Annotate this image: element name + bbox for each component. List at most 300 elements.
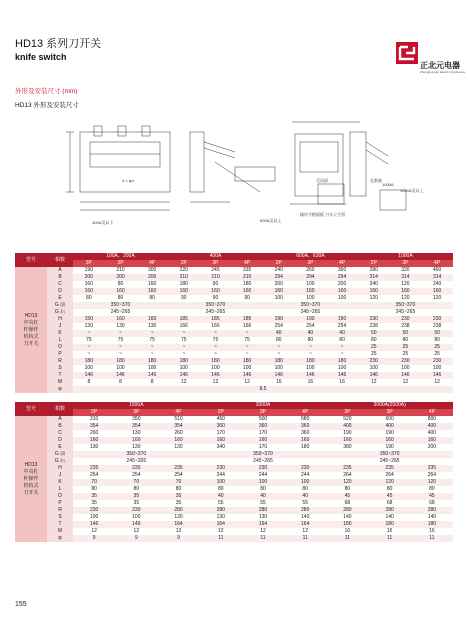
table-cell: 16 bbox=[307, 379, 314, 385]
table-cell: 40 bbox=[295, 330, 327, 337]
table-row-label: G 前 bbox=[47, 302, 73, 309]
table-cell: 100 bbox=[401, 365, 410, 371]
table-cell: 80 bbox=[370, 337, 377, 343]
table-cell: 280 bbox=[200, 507, 242, 514]
table-row-label: E bbox=[47, 295, 73, 302]
table-cell-span: 245~265 bbox=[205, 309, 226, 315]
table-cell: 130 bbox=[174, 444, 183, 450]
table-cell: 280 bbox=[369, 267, 378, 273]
table-cell: 164 bbox=[242, 521, 284, 528]
drawing-label-f: 孔数量 bbox=[370, 178, 382, 183]
table-cell: 146 bbox=[168, 372, 200, 379]
table-model-header: 型号 bbox=[15, 402, 47, 416]
table-cell: 11 bbox=[411, 535, 453, 542]
table-cell: 180 bbox=[231, 358, 263, 365]
table-cell: 160 bbox=[200, 437, 242, 444]
table-cell: 166 bbox=[242, 323, 252, 329]
table-cell: 160 bbox=[231, 288, 263, 295]
table-row-label: D bbox=[47, 437, 73, 444]
table-cell: 200 bbox=[73, 274, 105, 281]
table-cell: 80 bbox=[91, 486, 97, 492]
table-cell: 350 bbox=[132, 416, 141, 422]
table-cell: 230 bbox=[200, 465, 242, 472]
table-cell: 235 bbox=[115, 465, 157, 472]
table-cell: 294 bbox=[326, 274, 358, 281]
table-phase-header: 3P bbox=[295, 260, 327, 267]
drawing-label-c: 操作手柄面板 刀头尺寸图 bbox=[300, 212, 346, 217]
table-phase-header: 4P bbox=[231, 260, 263, 267]
table-cell: 11 bbox=[369, 535, 411, 542]
table-cell: 260 bbox=[306, 267, 315, 273]
table-cell: ~ bbox=[73, 344, 105, 351]
table-cell: 200 bbox=[274, 281, 283, 287]
table-cell: 100 bbox=[369, 365, 378, 371]
table-cell: 16 bbox=[339, 379, 345, 385]
table-cell: 460 bbox=[432, 267, 442, 273]
table-cell: 146 bbox=[200, 372, 232, 379]
table-cell: 8 bbox=[87, 379, 91, 385]
table-cell: 12 bbox=[434, 379, 440, 385]
table-cell: 100 bbox=[211, 365, 220, 371]
table-cell: 100 bbox=[179, 365, 188, 371]
table-cell: 35 bbox=[157, 493, 199, 500]
table-cell: 160 bbox=[105, 316, 137, 323]
table-row-label: S bbox=[47, 514, 73, 521]
table-cell: ~ bbox=[168, 344, 200, 351]
table-cell: 25 bbox=[434, 351, 440, 357]
table-row-label: R bbox=[47, 507, 73, 514]
table-row-label: B bbox=[47, 274, 73, 281]
table-cell: 360 bbox=[200, 423, 242, 430]
table-phase-header: 2P bbox=[168, 260, 200, 267]
table-cell: 12 bbox=[212, 379, 219, 385]
table-row-label: A bbox=[47, 416, 73, 423]
table-cell: 280 bbox=[157, 507, 199, 514]
table-cell: 50 bbox=[358, 330, 390, 337]
table-cell: 90 bbox=[244, 295, 250, 301]
table-cell: 146 bbox=[263, 372, 295, 379]
table-cell: 170 bbox=[216, 430, 225, 436]
table-cell: 25 bbox=[370, 351, 377, 357]
table-cell: 230 bbox=[390, 358, 422, 365]
table-row-label: M bbox=[47, 379, 73, 386]
table-cell: 180 bbox=[179, 281, 188, 287]
table-cell: 11 bbox=[326, 535, 368, 542]
table-cell: 190 bbox=[326, 316, 358, 323]
table-cell: ~ bbox=[231, 330, 263, 337]
table-cell: 130 bbox=[147, 323, 157, 329]
drawing-label-a: 400A及以下 bbox=[92, 220, 114, 225]
table-cell: 150 bbox=[73, 316, 105, 323]
table-row-label: C bbox=[47, 281, 73, 288]
table-phase-header: 4P bbox=[136, 260, 168, 267]
table-cell: 45 bbox=[411, 493, 453, 500]
table-cell: 500 bbox=[258, 416, 268, 422]
table-cell: 90 bbox=[181, 295, 187, 301]
table-cell: 25 bbox=[421, 344, 453, 351]
table-model-label: HD13 中央杠 杆操作 机构式 刀开关 bbox=[15, 416, 47, 542]
table-cell: 300 bbox=[147, 267, 157, 273]
table-cell: 200 bbox=[337, 281, 347, 287]
table-row-label: φ bbox=[47, 535, 73, 542]
table-phase-header: 2P bbox=[358, 260, 390, 267]
table-cell: 80 bbox=[86, 295, 92, 301]
table-cell-span: 350~370 bbox=[168, 302, 263, 309]
table-cell: ~ bbox=[326, 344, 358, 351]
table-cell: 280 bbox=[284, 507, 326, 514]
table-cell: 400 bbox=[411, 423, 453, 430]
table-cell: 320 bbox=[401, 267, 410, 273]
table-cell: 100 bbox=[147, 365, 157, 371]
table-group-header: 600A、630A bbox=[263, 253, 358, 260]
table-cell: 180 bbox=[73, 358, 105, 365]
table-row-label: R bbox=[47, 358, 73, 365]
table-cell: 235 bbox=[326, 465, 368, 472]
table-cell: 146 bbox=[326, 372, 358, 379]
table-row-label: E bbox=[47, 444, 73, 451]
section-heading: 外形及安装尺寸 (mm) bbox=[15, 88, 78, 95]
table-cell: 146 bbox=[295, 372, 327, 379]
table-cell: 160 bbox=[157, 437, 199, 444]
table-cell: 100 bbox=[84, 365, 93, 371]
table-cell: 11 bbox=[200, 535, 242, 542]
table-cell: 164 bbox=[200, 521, 242, 528]
table-cell: 120 bbox=[369, 295, 378, 301]
table-cell: 160 bbox=[369, 437, 411, 444]
table-cell: 45 bbox=[326, 493, 368, 500]
table-cell: 16 bbox=[344, 528, 351, 534]
table-cell: 130 bbox=[258, 514, 268, 520]
table-cell: ~ bbox=[340, 351, 344, 357]
table-cell: 100 bbox=[132, 514, 141, 520]
table-cell: 8 bbox=[150, 379, 154, 385]
table-cell: 190 bbox=[385, 430, 394, 436]
drawing-label-e: 1000A bbox=[382, 182, 394, 187]
table-cell: 130 bbox=[174, 514, 183, 520]
table-cell: ~ bbox=[200, 344, 232, 351]
table-cell-span: 350~370 bbox=[73, 302, 168, 309]
table-cell: 80 bbox=[339, 337, 345, 343]
table-phase-header: 3P bbox=[200, 260, 232, 267]
table-cell: 254 bbox=[274, 323, 283, 329]
table-cell: 12 bbox=[217, 528, 224, 534]
table-cell: 200 bbox=[105, 274, 137, 281]
table-cell: 8 bbox=[119, 379, 122, 385]
table-row-label: M bbox=[47, 528, 73, 535]
table-cell: 120 bbox=[432, 295, 442, 301]
page-number: 155 bbox=[15, 601, 27, 608]
table-cell: 120 bbox=[401, 295, 410, 301]
table-cell: 146 bbox=[231, 372, 263, 379]
table-cell: 45 bbox=[369, 493, 411, 500]
table-cell: 254 bbox=[89, 472, 99, 478]
dimension-drawing bbox=[30, 112, 440, 232]
table-cell: 35 bbox=[91, 500, 97, 506]
table-cell: 230 bbox=[358, 358, 390, 365]
table-cell: 160 bbox=[358, 288, 390, 295]
table-cell: 360 bbox=[337, 267, 347, 273]
table-cell: 80 bbox=[117, 281, 124, 287]
table-cell: 230 bbox=[358, 316, 390, 323]
table-cell: 160 bbox=[326, 437, 368, 444]
table-cell: 170 bbox=[258, 444, 268, 450]
table-cell: 130 bbox=[116, 323, 125, 329]
table-cell: 40 bbox=[284, 493, 326, 500]
table-cell: 244 bbox=[216, 472, 225, 478]
table-cell: 200 bbox=[136, 274, 168, 281]
table-cell-span: 350~370 bbox=[358, 302, 453, 309]
table-cell: 160 bbox=[284, 437, 326, 444]
table-cell: 180 bbox=[411, 521, 453, 528]
table-cell: 238 bbox=[369, 323, 378, 329]
table-cell: ~ bbox=[245, 351, 249, 357]
table-cell: 40 bbox=[200, 493, 242, 500]
table-cell: 160 bbox=[326, 288, 358, 295]
table-cell: 160 bbox=[115, 437, 157, 444]
table-cell: 12 bbox=[370, 379, 377, 385]
table-dim-header: 相数 bbox=[47, 253, 73, 267]
table-cell: 354 bbox=[115, 423, 157, 430]
table-cell: 314 bbox=[390, 274, 422, 281]
table-cell: 230 bbox=[73, 507, 115, 514]
table-cell: 800 bbox=[427, 416, 437, 422]
table-cell: 680 bbox=[301, 416, 310, 422]
table-cell: 146 bbox=[390, 372, 422, 379]
table-cell: 9 bbox=[115, 535, 157, 542]
table-phase-header: 4P bbox=[421, 260, 453, 267]
table-cell: 80 bbox=[434, 337, 440, 343]
brand-name: 正北元电器 bbox=[420, 61, 460, 70]
table-cell: 340 bbox=[216, 444, 225, 450]
table-cell: 180 bbox=[136, 358, 168, 365]
table-cell: 90 bbox=[212, 295, 219, 301]
table-cell: 80 bbox=[386, 486, 393, 492]
table-cell: 16 bbox=[386, 528, 393, 534]
table-row-label: K bbox=[47, 330, 73, 337]
table-cell: ~ bbox=[277, 351, 281, 357]
table-cell: 40 bbox=[326, 330, 358, 337]
table-cell: 210 bbox=[231, 274, 263, 281]
table-row-label: G 前 bbox=[47, 451, 73, 458]
table-cell: 210 bbox=[200, 274, 232, 281]
table-cell: 400 bbox=[369, 423, 411, 430]
table-cell: 230 bbox=[115, 507, 157, 514]
table-cell: 160 bbox=[242, 437, 284, 444]
table-cell: 450 bbox=[216, 416, 225, 422]
table-phase-header: 2P bbox=[73, 409, 115, 416]
table-cell: 90 bbox=[212, 281, 219, 287]
table-cell: 75 bbox=[86, 337, 92, 343]
table-cell: 280 bbox=[326, 507, 368, 514]
table-phase-header: 2P bbox=[200, 409, 242, 416]
table-cell: 185 bbox=[168, 316, 200, 323]
table-cell: 100 bbox=[116, 365, 125, 371]
table-cell: 100 bbox=[242, 479, 284, 486]
table-cell: 80 bbox=[133, 486, 140, 492]
table-row-label: K bbox=[47, 479, 73, 486]
table-cell: 220 bbox=[179, 267, 188, 273]
table-cell: 160 bbox=[295, 288, 327, 295]
table-cell: ~ bbox=[308, 351, 312, 357]
table-cell: 164 bbox=[284, 521, 326, 528]
table-group-header: 400A bbox=[168, 253, 263, 260]
spec-table-low-current bbox=[15, 253, 453, 393]
table-cell: ~ bbox=[231, 344, 263, 351]
table-model-header: 型号 bbox=[15, 253, 47, 267]
table-cell: 55 bbox=[260, 500, 266, 506]
table-row-label: G 后 bbox=[47, 458, 73, 465]
table-cell: 240 bbox=[274, 267, 283, 273]
table-cell: 100 bbox=[274, 295, 283, 301]
table-cell-span: 245~265 bbox=[300, 309, 321, 315]
table-cell: 160 bbox=[168, 288, 200, 295]
table-cell: 140 bbox=[385, 514, 394, 520]
table-cell: 12 bbox=[91, 528, 97, 534]
table-cell: 140 bbox=[301, 514, 310, 520]
table-cell: 180 bbox=[326, 521, 368, 528]
table-cell: 146 bbox=[73, 521, 115, 528]
table-group-header: 1500A bbox=[73, 402, 200, 409]
table-cell: 260 bbox=[174, 430, 183, 436]
table-row-label: H bbox=[47, 465, 73, 472]
table-cell-span: 8.5 bbox=[73, 386, 453, 393]
table-row-label: L bbox=[47, 337, 73, 344]
table-cell: 70 bbox=[115, 479, 157, 486]
table-cell: 600 bbox=[385, 416, 394, 422]
table-cell: 25 bbox=[402, 351, 409, 357]
table-cell: 400 bbox=[326, 423, 368, 430]
table-cell: 380 bbox=[343, 444, 352, 450]
table-cell: 12 bbox=[244, 379, 250, 385]
table-cell: 190 bbox=[385, 444, 394, 450]
table-cell-span: 245~265 bbox=[126, 458, 147, 464]
table-cell: 235 bbox=[157, 465, 199, 472]
table-cell: 180 bbox=[242, 281, 252, 287]
page-title: HD13 系列刀开关 bbox=[15, 38, 102, 50]
table-cell: ~ bbox=[87, 351, 91, 357]
table-cell: 140 bbox=[427, 514, 437, 520]
table-cell: 146 bbox=[358, 372, 390, 379]
table-cell: 35 bbox=[175, 500, 182, 506]
table-cell: 146 bbox=[73, 372, 105, 379]
table-phase-header: 2P bbox=[326, 409, 368, 416]
table-cell: 80 bbox=[217, 486, 224, 492]
table-cell: 354 bbox=[73, 423, 115, 430]
table-cell: 100 bbox=[337, 365, 347, 371]
table-cell: 235 bbox=[73, 465, 115, 472]
table-phase-header: 4P bbox=[157, 409, 199, 416]
table-cell: 160 bbox=[136, 288, 168, 295]
table-cell-span: 350~370 bbox=[263, 302, 358, 309]
table-cell: 244 bbox=[301, 472, 310, 478]
table-cell: 50 bbox=[421, 330, 453, 337]
table-group-header: 3000A(2500A) bbox=[326, 402, 453, 409]
table-phase-header: 3P bbox=[390, 260, 422, 267]
table-cell: 230 bbox=[390, 316, 422, 323]
table-cell: 9 bbox=[157, 535, 199, 542]
table-cell: 16 bbox=[429, 528, 435, 534]
table-phase-header: 3P bbox=[369, 409, 411, 416]
table-cell-span: 350~370 bbox=[326, 451, 453, 458]
table-cell: ~ bbox=[213, 351, 217, 357]
table-cell: 238 bbox=[432, 323, 442, 329]
table-cell: 146 bbox=[421, 372, 453, 379]
table-cell: 180 bbox=[105, 358, 137, 365]
table-cell: 264 bbox=[427, 472, 437, 478]
table-cell: 12 bbox=[175, 528, 182, 534]
table-phase-header: 3P bbox=[73, 260, 105, 267]
table-cell: 11 bbox=[284, 535, 326, 542]
table-cell: 35 bbox=[73, 493, 115, 500]
table-cell: 55 bbox=[217, 500, 224, 506]
table-row-label: S bbox=[47, 365, 73, 372]
table-cell: 25 bbox=[358, 344, 390, 351]
table-cell: ~ bbox=[136, 344, 168, 351]
table-cell: 200 bbox=[427, 444, 437, 450]
table-cell: 50 bbox=[390, 330, 422, 337]
table-cell: 70 bbox=[73, 479, 115, 486]
table-cell: 80 bbox=[307, 337, 314, 343]
table-cell: 294 bbox=[263, 274, 295, 281]
table-phase-header: 3P bbox=[105, 260, 137, 267]
table-cell: 314 bbox=[358, 274, 390, 281]
table-row-label: O bbox=[47, 344, 73, 351]
table-cell: 160 bbox=[421, 288, 453, 295]
table-cell: 510 bbox=[174, 416, 183, 422]
table-cell: 180 bbox=[263, 358, 295, 365]
table-row-label: J bbox=[47, 323, 73, 330]
table-phase-header: 2P bbox=[263, 260, 295, 267]
table-cell: 254 bbox=[306, 323, 315, 329]
table-row-label: L bbox=[47, 486, 73, 493]
table-cell-span: 245~265 bbox=[379, 458, 400, 464]
table-cell: 180 bbox=[295, 358, 327, 365]
table-cell: 520 bbox=[343, 416, 352, 422]
table-cell: 75 bbox=[181, 337, 187, 343]
table-cell: 40 bbox=[242, 493, 284, 500]
table-cell: 164 bbox=[157, 521, 199, 528]
table-cell: 75 bbox=[117, 337, 124, 343]
table-cell: 240 bbox=[432, 281, 442, 287]
table-cell: 314 bbox=[421, 274, 453, 281]
table-cell: 146 bbox=[105, 372, 137, 379]
table-cell: 100 bbox=[274, 365, 283, 371]
table-phase-header: 3P bbox=[242, 409, 284, 416]
logo-mark-icon bbox=[396, 42, 418, 64]
table-row-label: J bbox=[47, 472, 73, 479]
table-cell: 240 bbox=[369, 281, 378, 287]
table-cell: 180 bbox=[200, 358, 232, 365]
table-cell: 310 bbox=[89, 416, 99, 422]
section-subheading: HD13 外形及安装尺寸 bbox=[15, 102, 79, 109]
table-cell: 360 bbox=[242, 423, 284, 430]
table-cell: 264 bbox=[343, 472, 352, 478]
table-cell: 55 bbox=[302, 500, 308, 506]
table-cell: 146 bbox=[115, 521, 157, 528]
table-cell: ~ bbox=[200, 330, 232, 337]
table-cell: 280 bbox=[369, 507, 411, 514]
table-cell: 12 bbox=[302, 528, 308, 534]
table-cell: 230 bbox=[421, 358, 453, 365]
table-cell: 180 bbox=[168, 358, 200, 365]
table-cell: 294 bbox=[295, 274, 327, 281]
table-cell: 100 bbox=[284, 479, 326, 486]
table-cell: 235 bbox=[369, 465, 411, 472]
table-cell: 80 bbox=[275, 337, 282, 343]
table-cell: 100 bbox=[306, 281, 315, 287]
table-group-header: 1000A bbox=[358, 253, 453, 260]
table-cell: 80 bbox=[175, 486, 182, 492]
